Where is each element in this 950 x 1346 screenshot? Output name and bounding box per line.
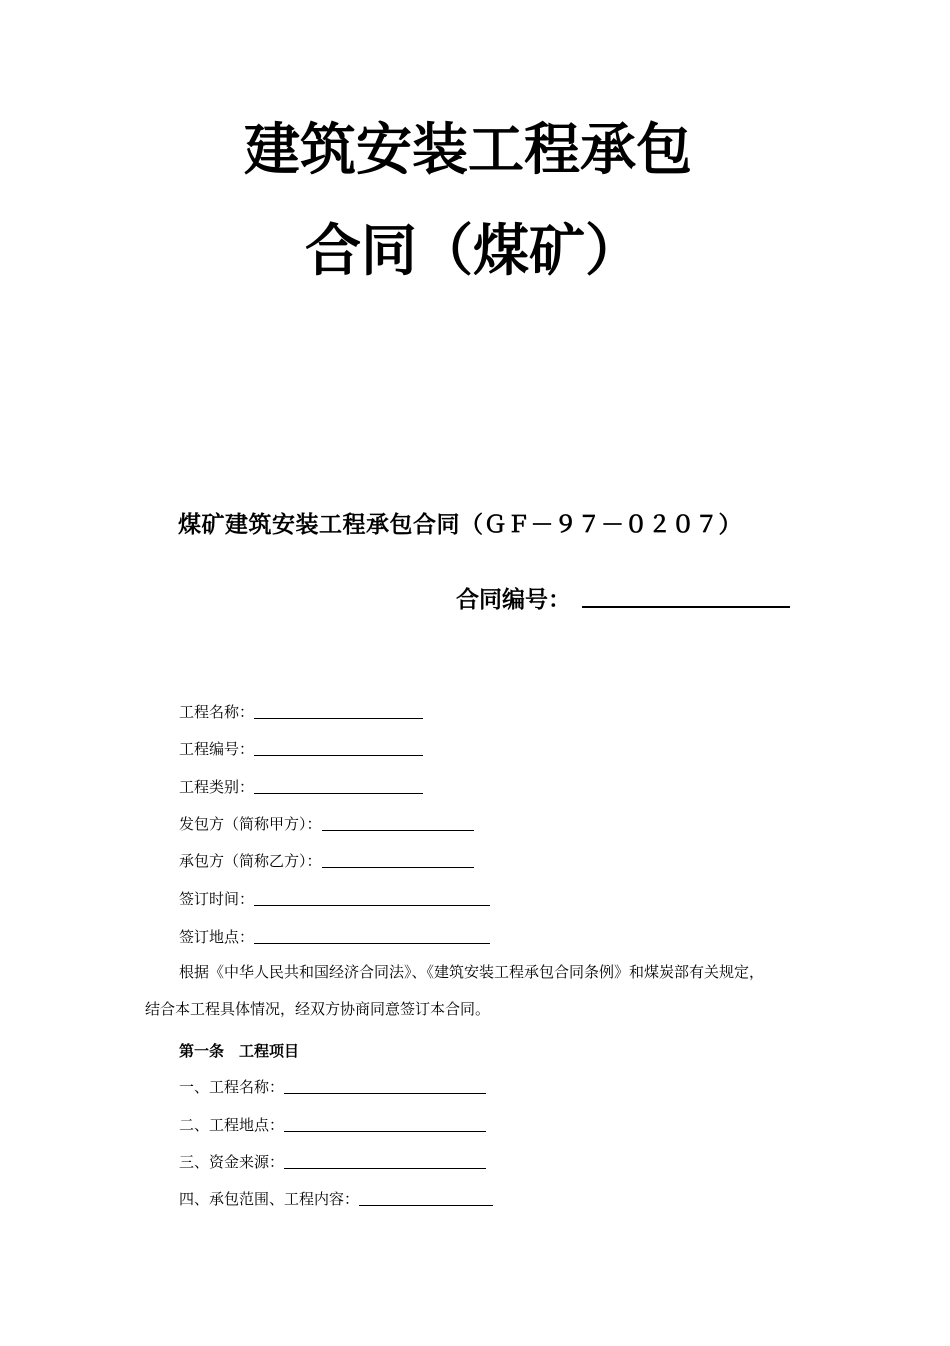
field-project-name (179, 702, 423, 720)
contract-number-label: 合同编号： (456, 587, 571, 613)
field-blank[interactable] (254, 943, 490, 944)
field-blank[interactable] (322, 830, 474, 831)
field-label: 签订地点： (179, 928, 255, 946)
field-blank[interactable] (254, 793, 423, 794)
item-label: 一、工程名称： (179, 1078, 285, 1096)
item-blank[interactable] (284, 1168, 486, 1169)
field-party-a (179, 814, 474, 832)
field-blank[interactable] (254, 755, 423, 756)
article-1-item-scope (179, 1189, 493, 1207)
field-label: 发包方（简称甲方）： (179, 815, 322, 833)
field-blank[interactable] (322, 867, 474, 868)
field-project-category (179, 777, 423, 795)
preamble-line-1: 根据《中华人民共和国经济合同法》、《建筑安装工程承包合同条例》和煤炭部有关规定， (179, 963, 765, 981)
document-title-line-1: 建筑安装工程承包 (244, 118, 692, 183)
item-label: 四、承包范围、工程内容： (179, 1190, 360, 1208)
article-1-item-project-location (179, 1115, 486, 1133)
article-1-item-funding-source (179, 1152, 486, 1170)
item-blank[interactable] (284, 1131, 486, 1132)
field-label: 工程名称： (179, 703, 255, 721)
field-blank[interactable] (254, 905, 490, 906)
document-title-line-2: 合同（煤矿） (305, 219, 641, 284)
field-signing-place (179, 927, 490, 945)
item-blank[interactable] (284, 1093, 486, 1094)
field-signing-time (179, 889, 490, 907)
item-label: 三、资金来源： (179, 1153, 285, 1171)
field-project-number (179, 739, 423, 757)
field-label: 工程编号： (179, 740, 255, 758)
field-label: 工程类别： (179, 778, 255, 796)
field-blank[interactable] (254, 718, 423, 719)
document-subtitle: 煤矿建筑安装工程承包合同（ＧＦ－９７－０２０７） (178, 512, 742, 538)
field-label: 承包方（简称乙方）： (179, 852, 322, 870)
preamble-line-2: 结合本工程具体情况，经双方协商同意签订本合同。 (145, 1000, 491, 1018)
contract-number-blank[interactable] (582, 606, 790, 608)
article-1-item-project-name (179, 1077, 486, 1095)
item-label: 二、工程地点： (179, 1116, 285, 1134)
item-blank[interactable] (359, 1205, 493, 1206)
field-label: 签订时间： (179, 890, 255, 908)
article-1-heading: 第一条 工程项目 (179, 1042, 300, 1060)
field-party-b (179, 851, 474, 869)
